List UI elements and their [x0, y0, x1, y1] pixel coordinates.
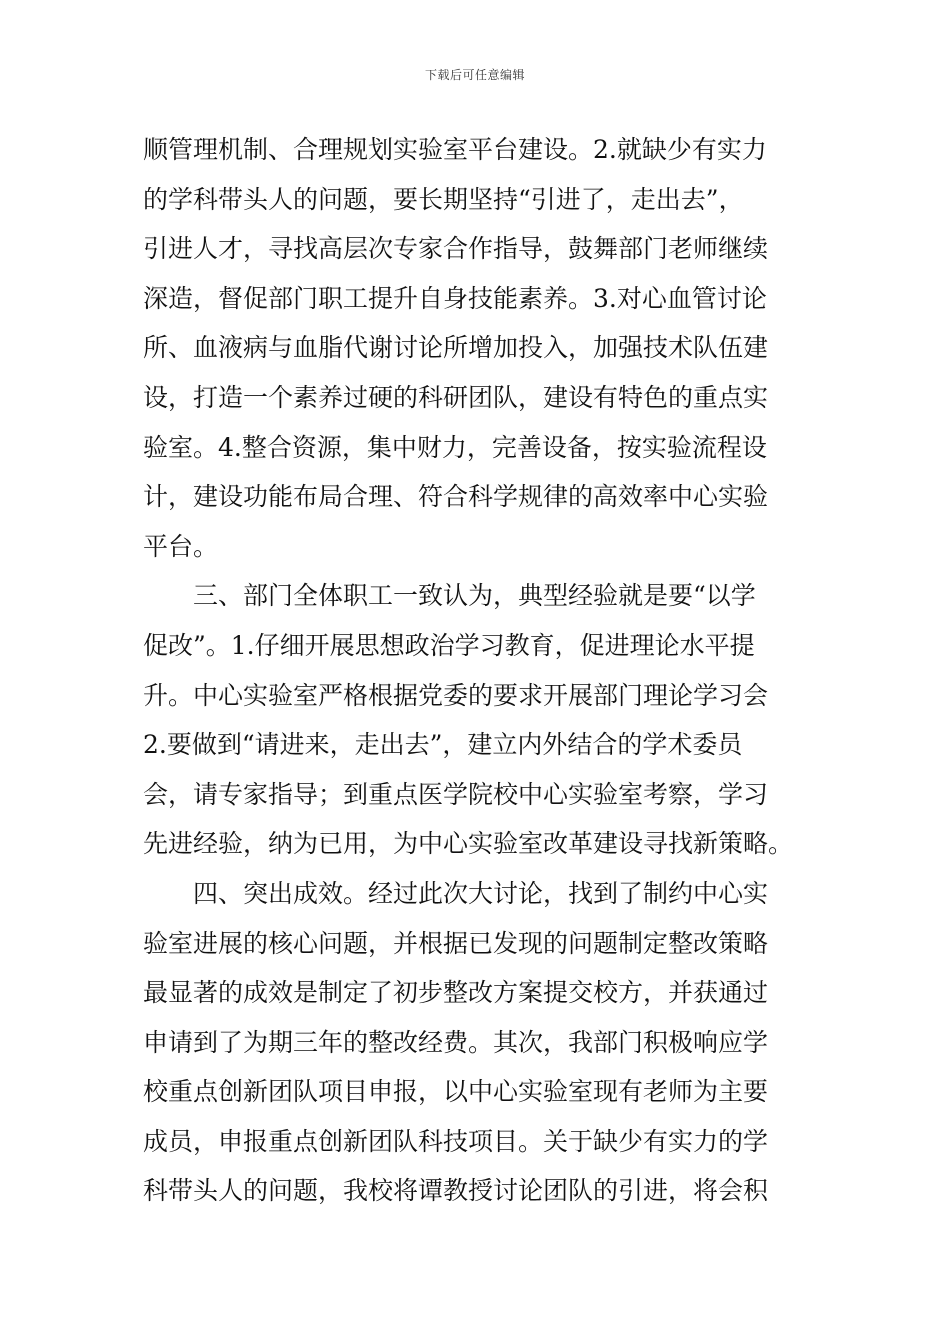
- text-line: 深造，督促部门职工提升自身技能素养。3.对心血管讨论: [143, 283, 767, 313]
- page-header: 下载后可任意编辑: [424, 68, 525, 82]
- paragraph-start-line: 三、部门全体职工一致认为，典型经验就是要“以学: [143, 581, 756, 611]
- document-body: [143, 125, 807, 1216]
- text-line: 验室。4.整合资源，集中财力，完善设备，按实验流程设: [143, 432, 767, 462]
- text-line: 的学科带头人的问题，要长期坚持“引进了，走出去”，: [143, 184, 744, 214]
- text-line: 申请到了为期三年的整改经费。其次，我部门积极响应学: [143, 1027, 769, 1057]
- text-line: 会，请专家指导；到重点医学院校中心实验室考察，学习: [143, 779, 769, 809]
- text-line: 2.要做到“请进来，走出去”，建立内外结合的学术委员: [143, 730, 743, 760]
- text-line: 验室进展的核心问题，并根据已发现的问题制定整改策略: [143, 928, 769, 958]
- text-line: 先进经验，纳为已用，为中心实验室改革建设寻找新策略。: [143, 829, 794, 859]
- text-line: 成员，申报重点创新团队科技项目。关于缺少有实力的学: [143, 1126, 769, 1156]
- text-line: 计，建设功能布局合理、符合科学规律的高效率中心实验: [143, 482, 769, 512]
- text-line: 科带头人的问题，我校将谭教授讨论团队的引进，将会积: [143, 1176, 769, 1206]
- text-line: 所、血液病与血脂代谢讨论所增加投入，加强技术队伍建: [143, 333, 769, 363]
- paragraph-start-line: 四、突出成效。经过此次大讨论，找到了制约中心实: [143, 878, 769, 908]
- text-line: 促改”。1.仔细开展思想政治学习教育，促进理论水平提: [143, 630, 755, 660]
- text-line: 最显著的成效是制定了初步整改方案提交校方，并获通过: [143, 978, 769, 1008]
- text-line: 引进人才，寻找高层次专家合作指导，鼓舞部门老师继续: [143, 234, 769, 264]
- text-line: 升。中心实验室严格根据党委的要求开展部门理论学习会: [143, 680, 769, 710]
- text-line: 顺管理机制、合理规划实验室平台建设。2.就缺少有实力: [143, 135, 767, 164]
- text-line: 校重点创新团队项目申报，以中心实验室现有老师为主要: [143, 1077, 769, 1107]
- text-line: 设，打造一个素养过硬的科研团队，建设有特色的重点实: [143, 382, 769, 412]
- text-line: 平台。: [143, 531, 219, 561]
